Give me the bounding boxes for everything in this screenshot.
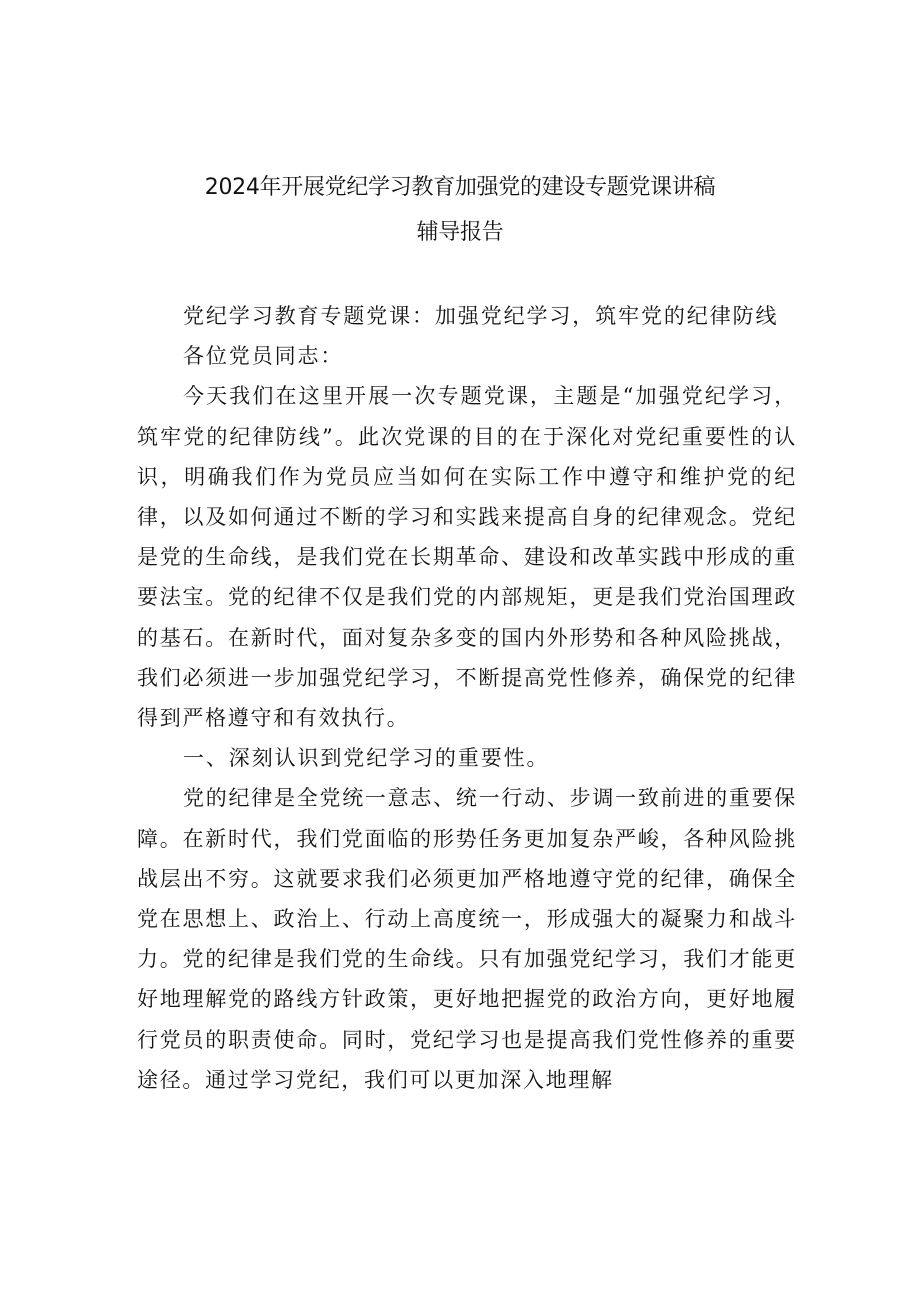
salutation: 各位党员同志：: [183, 344, 344, 369]
paragraph-section-1: 党的纪律是全党统一意志、统一行动、步调一致前进的重要保障。在新时代，我们党面临的形势任务更加复杂严峻，各种风险挑战层出不穷。这就要求我们必须更加严格地遵守党的纪律，确保全党在思想上、政治上、行动上高度统一，形成强大的凝聚力和战斗力。党的纪律是我们党的生命线。只有加强党纪学习，我们才能更好地理解党的路线方针政策，更好地把握党的政治方向，更好地履行党员的职责使命。同时，党纪学习也是提高我们党性修养的重要途径。通过学习党纪，我们可以更加深入地理解: [137, 786, 797, 1092]
document-subtitle: 党纪学习教育专题党课：加强党纪学习，筑牢党的纪律防线: [183, 304, 779, 328]
document-body: [137, 296, 797, 1100]
section-heading-1: 一、深刻认识到党纪学习的重要性。: [183, 746, 550, 771]
document-title-line-2: 辅导报告: [416, 220, 504, 245]
paragraph-intro: 今天我们在这里开展一次专题党课，主题是“加强党纪学习，筑牢党的纪律防线”。此次党课的目的在于深化对党纪重要性的认识，明确我们作为党员应当如何在实际工作中遵守和维护党的纪律，以及如何通过不断的学习和实践来提高自身的纪律观念。党纪是党的生命线，是我们党在长期革命、建设和改革实践中形成的重要法宝。党的纪律不仅是我们党的内部规矩，更是我们党治国理政的基石。在新时代，面对复杂多变的国内外形势和各种风险挑战，我们必须进一步加强党纪学习，不断提高党性修养，确保党的纪律得到严格遵守和有效执行。: [137, 384, 797, 731]
document-title-line-1: 2024年开展党纪学习教育加强党的建设专题党课讲稿: [204, 175, 716, 200]
